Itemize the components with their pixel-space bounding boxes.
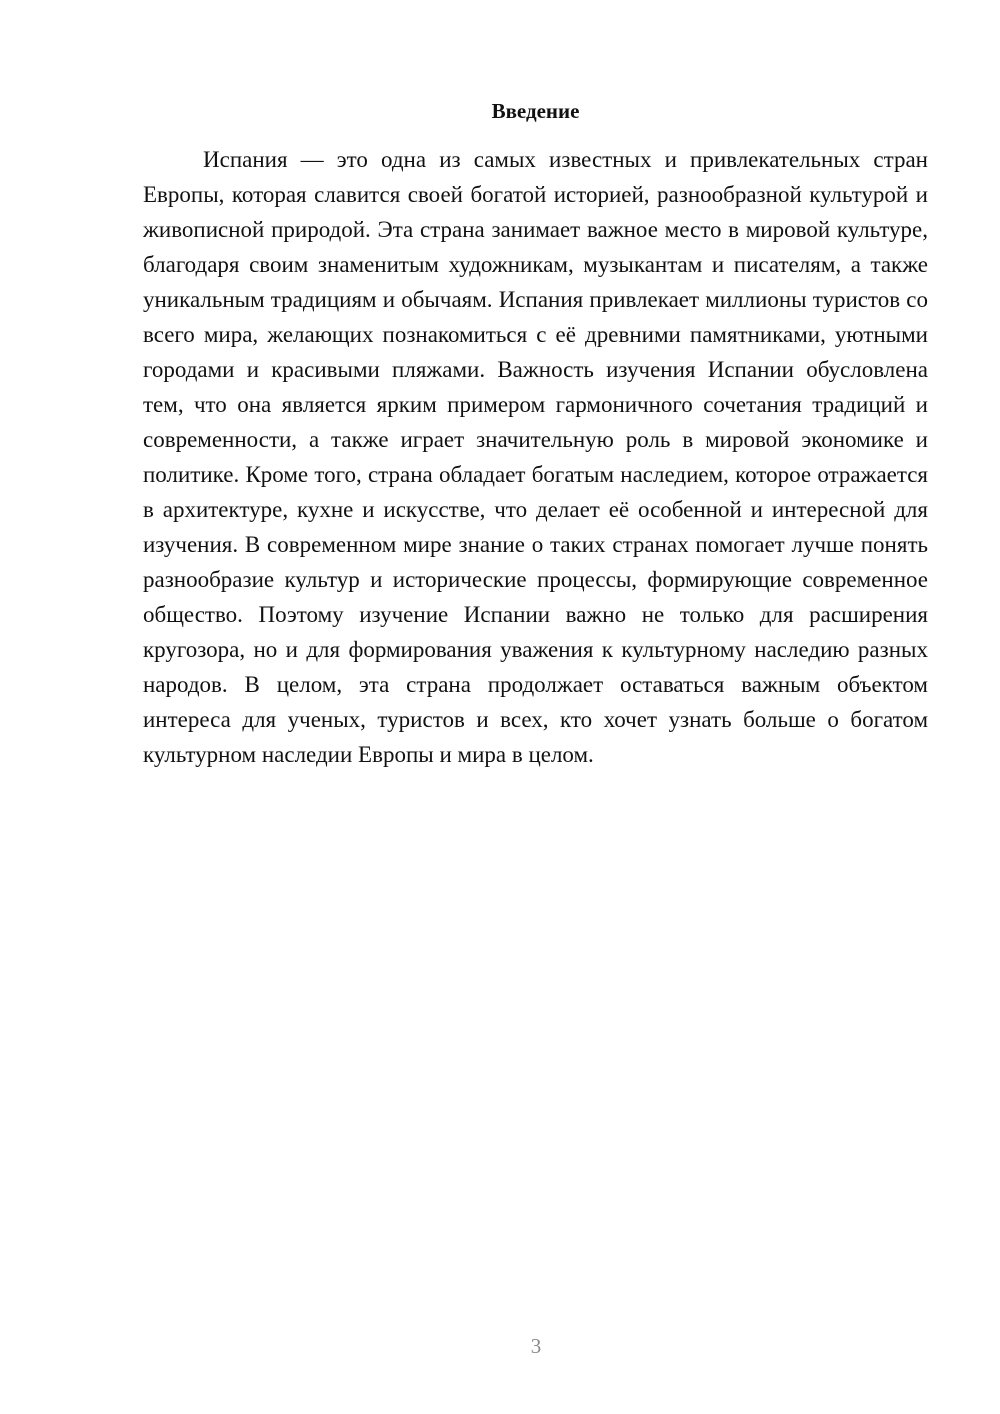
page-number: 3 xyxy=(530,1334,542,1358)
section-heading: Введение xyxy=(491,99,580,123)
body-paragraph: Испания — это одна из самых известных и привлекательных стран Европы, которая славится своей богатой историей, разнообразной культурой и живописной природой. Эта страна занимает важное место в мировой культуре, благодаря своим знаменитым художникам, музыкантам и писателям, а также уникальным традициям и обычаям. Испания привлекает миллионы туристов со всего мира, желающих познакомиться с её древними памятниками, уютными городами и красивыми пляжами. Важность изучения Испании обусловлена тем, что она является ярким примером гармоничного сочетания традиций и современности, а также играет значительную роль в мировой экономике и политике. Кроме того, страна обладает богатым наследием, которое отражается в архитектуре, кухне и искусстве, что делает её особенной и интересной для изучения. В современном мире знание о таких странах помогает лучше понять разнообразие культур и исторические процессы, формирующие современное общество. Поэтому изучение Испании важно не только для расширения кругозора, но и для формирования уважения к культурному наследию разных народов. В целом, эта страна продолжает оставаться важным объектом интереса для ученых, туристов и всех, кто хочет узнать больше о богатом культурном наследии Европы и мира в целом. xyxy=(143,147,928,767)
